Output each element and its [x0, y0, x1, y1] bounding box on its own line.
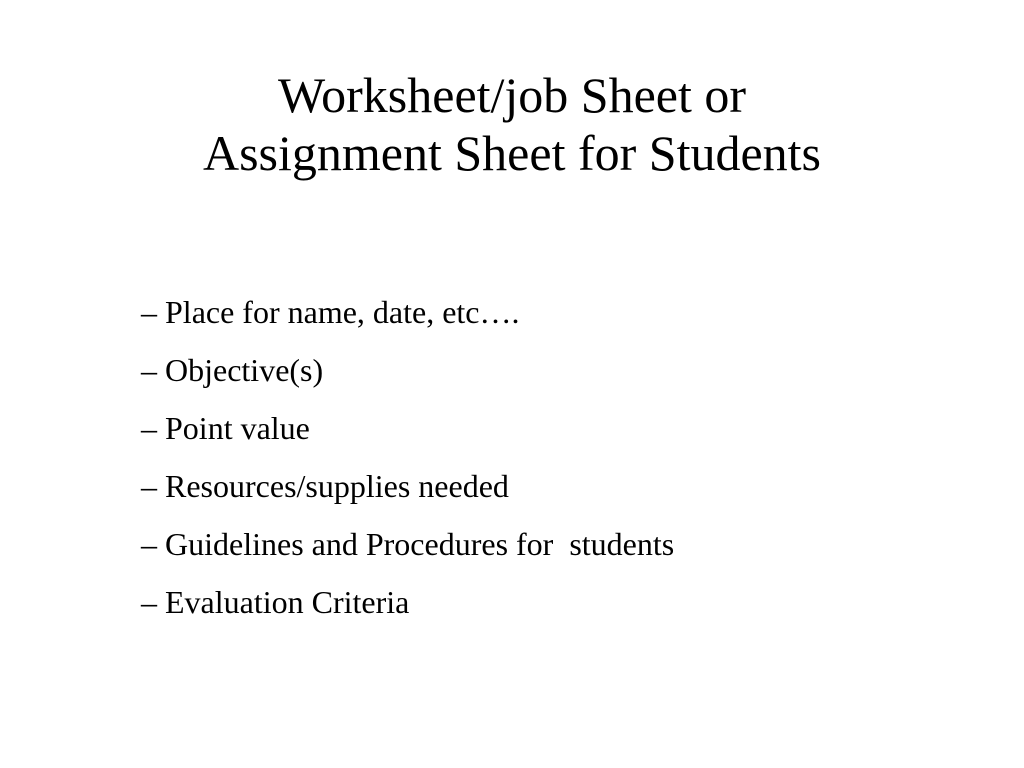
- slide-title: [0, 66, 1024, 182]
- bullet-item: – Resources/supplies needed: [141, 468, 509, 504]
- slide-title-line-2: Assignment Sheet for Students: [202, 125, 822, 181]
- bullet-item: – Place for name, date, etc….: [141, 294, 520, 330]
- slide-title-line-1: Worksheet/job Sheet or: [277, 67, 747, 123]
- bullet-item: – Point value: [141, 410, 310, 446]
- bullet-item: – Objective(s): [141, 352, 324, 388]
- bullet-list: [141, 283, 674, 631]
- bullet-item: – Evaluation Criteria: [141, 584, 410, 620]
- bullet-item: – Guidelines and Procedures for students: [141, 526, 675, 562]
